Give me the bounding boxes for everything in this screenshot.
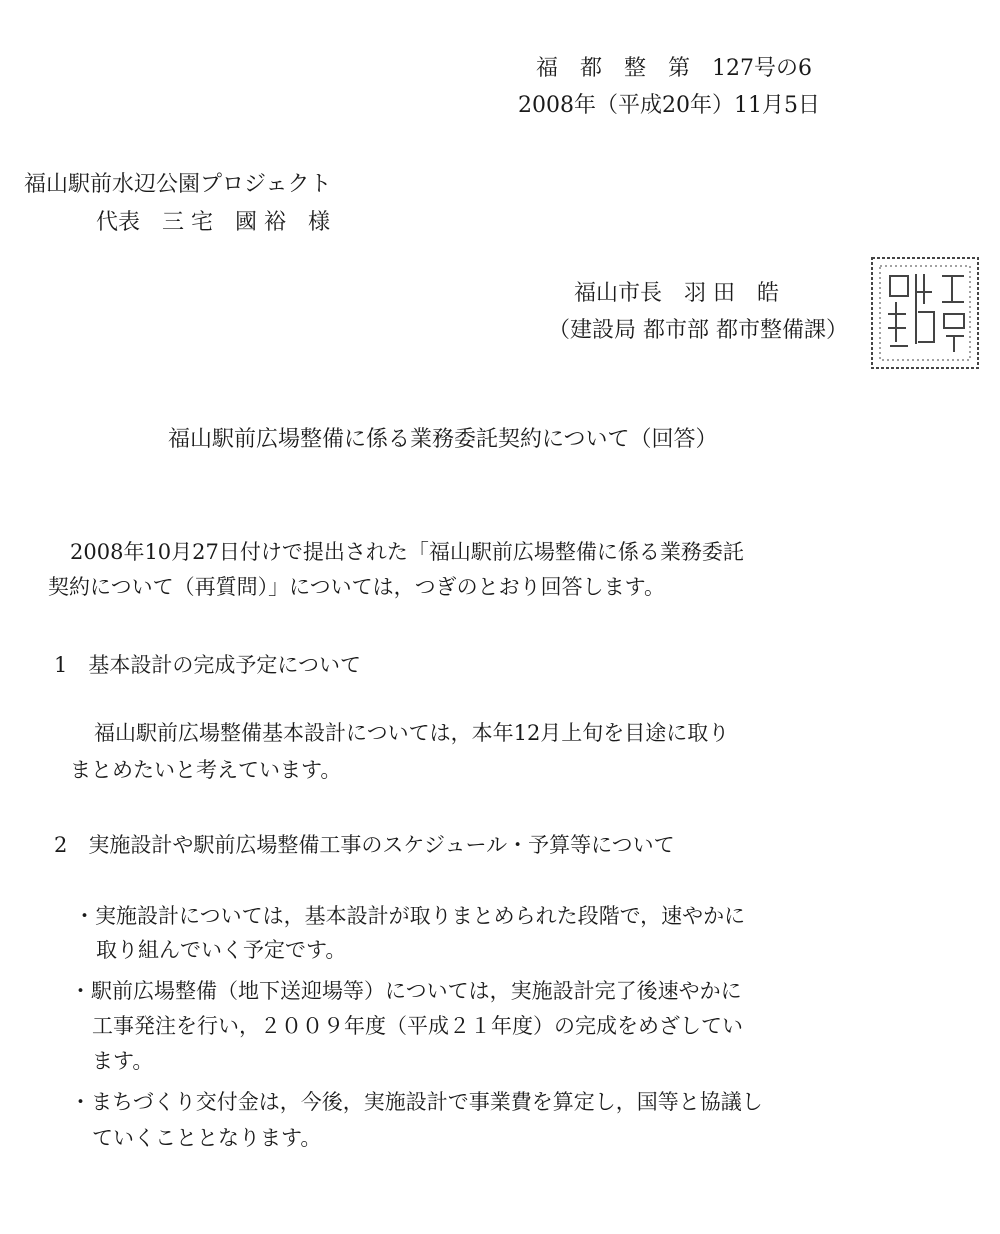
intro-line-1: 2008年10月27日付けで提出された「福山駅前広場整備に係る業務委託 [70,540,744,564]
bullet-1-line-1: ・実施設計については，基本設計が取りまとめられた段階で，速やかに [74,904,746,928]
addressee-organization: 福山駅前水辺公園プロジェクト [24,172,332,197]
official-seal-stamp [866,252,984,374]
document-title: 福山駅前広場整備に係る業務委託契約について（回答） [168,427,718,452]
bullet-3-line-1: ・まちづくり交付金は，今後，実施設計で事業費を算定し，国等と協議し [70,1090,763,1114]
doc-number: 福 都 整 第 127号の6 [536,56,812,81]
letter-date: 2008年（平成20年）11月5日 [518,93,820,118]
bullet-3-line-2: ていくこととなります。 [92,1126,322,1150]
section-2-heading: 2 実施設計や駅前広場整備工事のスケジュール・予算等について [54,833,675,857]
bullet-2-line-1: ・駅前広場整備（地下送迎場等）については，実施設計完了後速やかに [70,979,742,1003]
sender-department: （建設局 都市部 都市整備課） [548,318,848,343]
sender-name: 福山市長 羽 田 皓 [574,281,779,306]
section-1-body-line-2: まとめたいと考えています。 [70,758,342,782]
section-1-body-line-1: 福山駅前広場整備基本設計については，本年12月上旬を目途に取り [94,721,730,745]
intro-line-2: 契約について（再質問）」については，つぎのとおり回答します。 [48,575,665,599]
section-1-heading: 1 基本設計の完成予定について [54,653,361,677]
bullet-2-line-2: 工事発注を行い，２００９年度（平成２１年度）の完成をめざしてい [92,1014,743,1038]
bullet-2-line-3: ます。 [92,1049,154,1073]
bullet-1-line-2: 取り組んでいく予定です。 [96,938,347,962]
addressee-representative: 代表 三 宅 國 裕 様 [96,210,330,235]
